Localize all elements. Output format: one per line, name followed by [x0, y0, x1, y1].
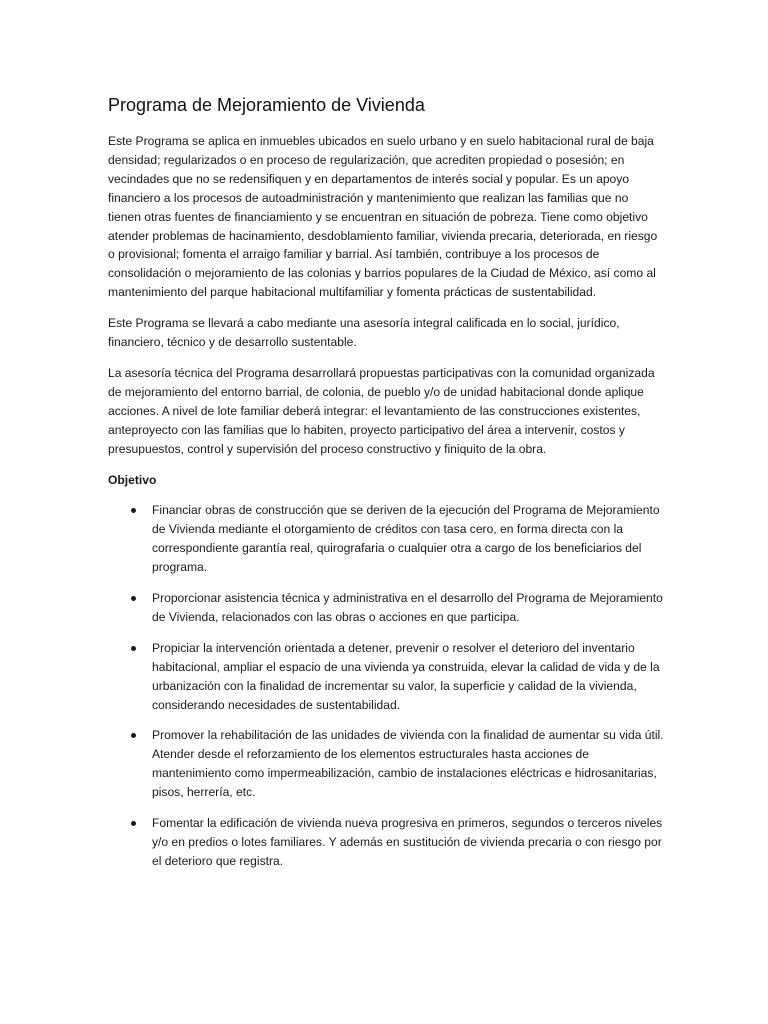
bullet-icon — [131, 733, 136, 738]
document-page — [108, 92, 664, 883]
bullet-icon — [131, 646, 136, 651]
technical-advisory-paragraph: La asesoría técnica del Programa desarrollará propuestas participativas con la comunidad organizada de mejoramiento del entorno barrial, de colonia, de pueblo y/o de unidad habitacional donde aplique acciones. A nivel de lote familiar deberá integrar: el levantamiento de las construcciones existentes, anteproyecto con las familias que lo habiten, proyecto participativo del área a intervenir, costos y presupuestos, control y supervisión del proceso constructivo y finiquito de la obra. — [108, 365, 655, 456]
bullet-icon — [131, 821, 136, 826]
bullet-icon — [131, 508, 136, 513]
objective-list — [108, 501, 664, 870]
list-item-text: Fomentar la edificación de vivienda nueva progresiva en primeros, segundos o terceros niveles y/o en predios o lotes familiares. Y además en sustitución de vivienda precaria o con riesgo por el deterioro que registra. — [152, 816, 663, 868]
list-item-text: Proporcionar asistencia técnica y administrativa en el desarrollo del Programa de Mejoramiento de Vivienda, relacionados con las obras o acciones en que participa. — [152, 591, 663, 624]
list-item — [108, 726, 664, 802]
list-item — [108, 589, 664, 627]
bullet-icon — [131, 596, 136, 601]
list-item — [108, 501, 664, 577]
list-item-text: Propiciar la intervención orientada a detener, prevenir o resolver el deterioro del inventario habitacional, ampliar el espacio de una vivienda ya construida, elevar la calidad de vida y de la urbanización con la finalidad de incrementar su valor, la superficie y calidad de la vivienda, considerando necesidades de sustentabilidad. — [152, 640, 660, 712]
objective-heading: Objetivo — [108, 472, 157, 487]
list-item — [108, 814, 664, 871]
list-item-text: Promover la rehabilitación de las unidades de vivienda con la finalidad de aumentar su vida útil. Atender desde el reforzamiento de los elementos estructurales hasta acciones de mantenimiento como impermeabilización, cambio de instalaciones eléctricas e hidrosanitarias, pisos, herrería, etc. — [152, 728, 664, 800]
intro-paragraph: Este Programa se aplica en inmuebles ubicados en suelo urbano y en suelo habitacional rural de baja densidad; regularizados o en proceso de regularización, que acrediten propiedad o posesión; en vecindades que no se redensifiquen y en departamentos de interés social y popular. Es un apoyo financiero a los procesos de autoadministración y mantenimiento que realizan las familias que no tienen otras fuentes de financiamiento y se encuentran en situación de pobreza. Tiene como objetivo atender problemas de hacinamiento, desdoblamiento familiar, vivienda precaria, deteriorada, en riesgo o provisional; fomenta el arraigo familiar y barrial. Así también, contribuye a los procesos de consolidación o mejoramiento de las colonias y barrios populares de la Ciudad de México, así como al mantenimiento del parque habitacional multifamiliar y fomenta prácticas de sustentabilidad. — [108, 134, 658, 300]
list-item — [108, 639, 664, 715]
list-item-text: Financiar obras de construcción que se deriven de la ejecución del Programa de Mejoramiento de Vivienda mediante el otorgamiento de créditos con tasa cero, en forma directa con la correspondiente garantía real, quirografaria o cualquier otra a cargo de los beneficiarios del programa. — [152, 503, 660, 575]
advisory-paragraph: Este Programa se llevará a cabo mediante una asesoría integral calificada en lo social, jurídico, financiero, técnico y de desarrollo sustentable. — [108, 316, 620, 350]
document-title: Programa de Mejoramiento de Vivienda — [108, 95, 425, 115]
